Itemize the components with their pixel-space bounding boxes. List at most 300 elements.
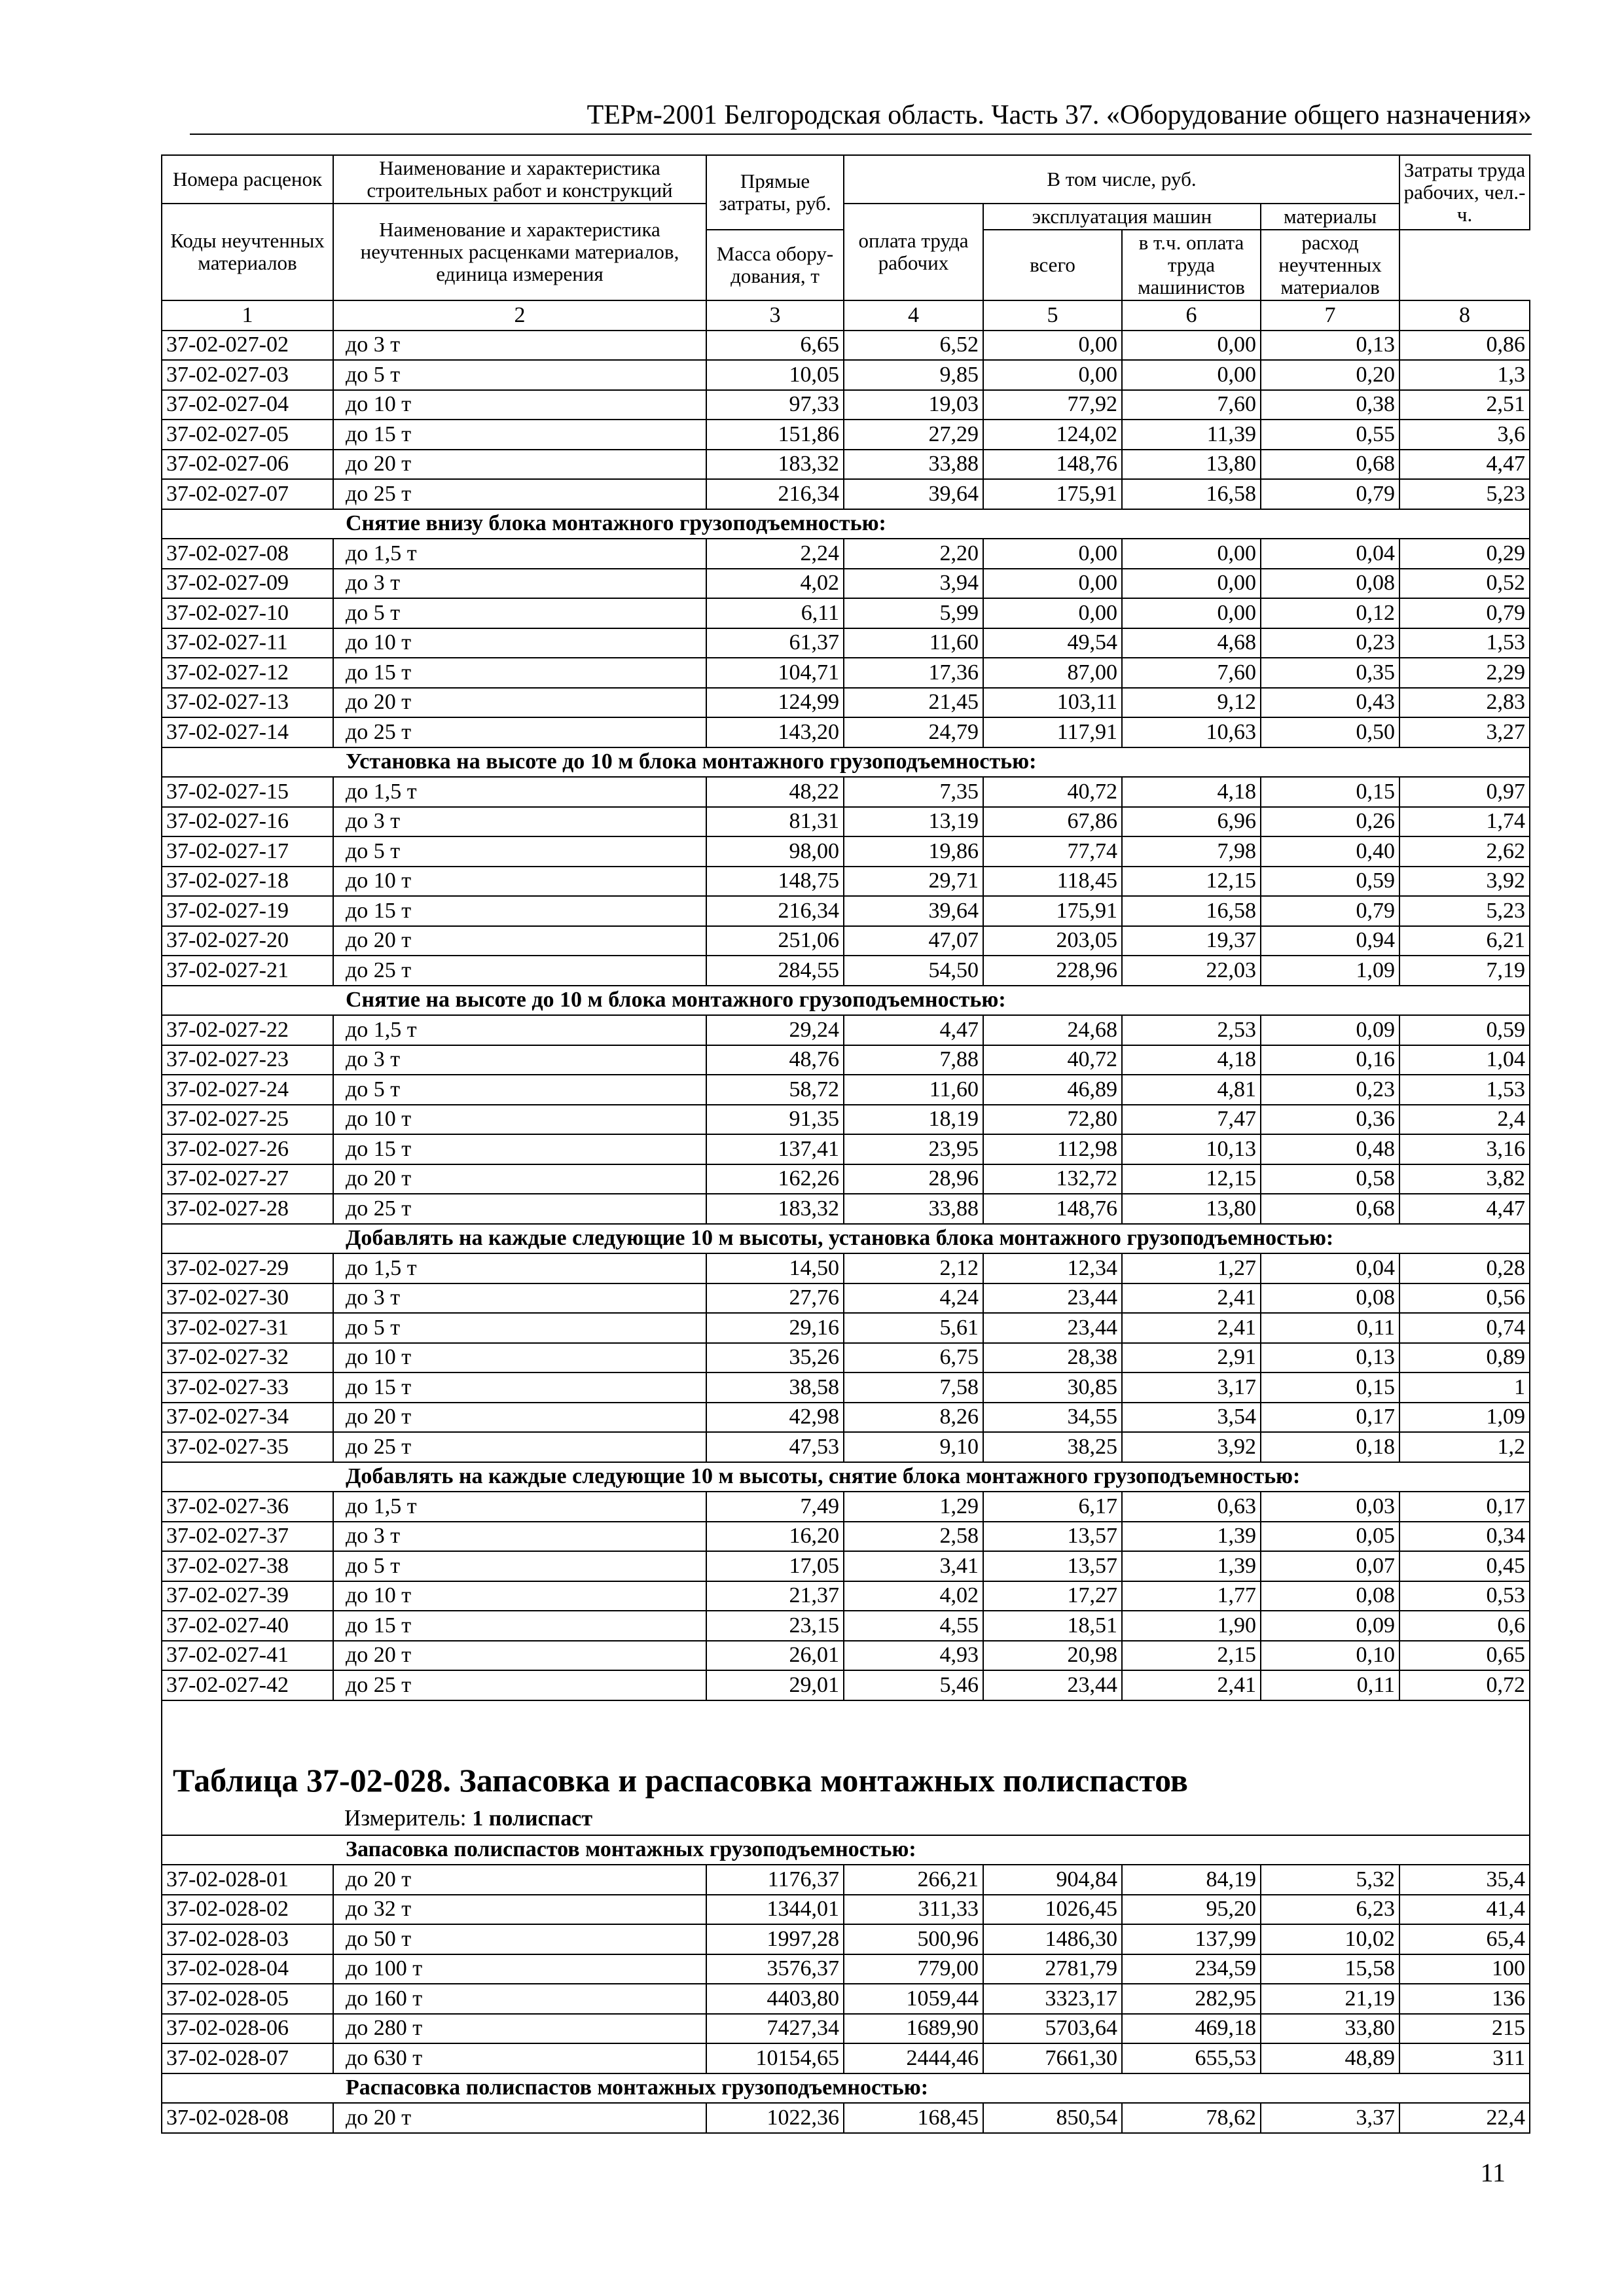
table2-title-cell	[162, 1757, 1530, 1803]
col-number: 4	[844, 300, 983, 331]
machines-total-cell: 228,96	[983, 956, 1122, 986]
direct-costs-cell: 183,32	[706, 1194, 844, 1224]
measure-cell	[162, 1803, 1530, 1835]
rate-code-cell: 37-02-027-15	[162, 777, 333, 807]
machines-total-cell: 24,68	[983, 1015, 1122, 1045]
materials-cell: 0,58	[1261, 1164, 1399, 1194]
rate-code-cell: 37-02-027-23	[162, 1045, 333, 1075]
materials-cell: 0,09	[1261, 1015, 1399, 1045]
table-row	[162, 1164, 1530, 1194]
rate-code-cell: 37-02-027-33	[162, 1372, 333, 1403]
work-name-cell: до 280 т	[333, 2014, 706, 2044]
machines-total-cell: 0,00	[983, 331, 1122, 361]
running-header: ТЕРм-2001 Белгородская область. Часть 37. «Оборудование общего назначения»	[190, 97, 1532, 135]
materials-cell: 0,35	[1261, 658, 1399, 688]
table-row	[162, 836, 1530, 867]
work-name-cell: до 20 т	[333, 926, 706, 956]
materials-cell: 0,79	[1261, 479, 1399, 509]
labor-pay-cell: 33,88	[844, 450, 983, 480]
direct-costs-cell: 1344,01	[706, 1895, 844, 1925]
work-name-cell: до 20 т	[333, 1641, 706, 1671]
col-number: 5	[983, 300, 1122, 331]
work-name-cell: до 10 т	[333, 390, 706, 420]
machines-total-cell: 1486,30	[983, 1924, 1122, 1954]
table-row	[162, 569, 1530, 599]
labor-pay-cell: 7,88	[844, 1045, 983, 1075]
direct-costs-cell: 14,50	[706, 1253, 844, 1283]
header-equipment-mass: Масса обору-дования, т	[706, 230, 844, 300]
materials-cell: 0,10	[1261, 1641, 1399, 1671]
section-heading: Добавлять на каждые следующие 10 м высоты, снятие блока монтажного грузоподъемностью:	[162, 1462, 1530, 1492]
col-number: 1	[162, 300, 333, 331]
gap-cell	[162, 1700, 1530, 1757]
labor-pay-cell: 28,96	[844, 1164, 983, 1194]
labor-costs-cell: 1,04	[1399, 1045, 1530, 1075]
table-row	[162, 1954, 1530, 1984]
labor-costs-cell: 0,56	[1399, 1283, 1530, 1314]
labor-pay-cell: 2,12	[844, 1253, 983, 1283]
direct-costs-cell: 27,76	[706, 1283, 844, 1314]
measure-row	[162, 1803, 1530, 1835]
rate-code-cell: 37-02-028-06	[162, 2014, 333, 2044]
rate-code-cell: 37-02-027-12	[162, 658, 333, 688]
rate-code-cell: 37-02-027-19	[162, 896, 333, 926]
labor-costs-cell: 22,4	[1399, 2103, 1530, 2133]
rate-code-cell: 37-02-027-03	[162, 360, 333, 390]
rate-code-cell: 37-02-028-05	[162, 1984, 333, 2014]
machinist-pay-cell: 95,20	[1122, 1895, 1261, 1925]
machines-total-cell: 23,44	[983, 1670, 1122, 1700]
table-row	[162, 1313, 1530, 1343]
work-name-cell: до 15 т	[333, 1134, 706, 1164]
table-row	[162, 1611, 1530, 1641]
machines-total-cell: 12,34	[983, 1253, 1122, 1283]
work-name-cell: до 20 т	[333, 1865, 706, 1895]
direct-costs-cell: 251,06	[706, 926, 844, 956]
labor-costs-cell: 6,21	[1399, 926, 1530, 956]
materials-cell: 0,59	[1261, 867, 1399, 897]
labor-costs-cell: 65,4	[1399, 1924, 1530, 1954]
labor-costs-cell: 2,29	[1399, 658, 1530, 688]
rate-code-cell: 37-02-027-06	[162, 450, 333, 480]
labor-costs-cell: 5,23	[1399, 479, 1530, 509]
materials-cell: 0,68	[1261, 450, 1399, 480]
direct-costs-cell: 42,98	[706, 1403, 844, 1433]
rate-code-cell: 37-02-027-41	[162, 1641, 333, 1671]
materials-cell: 0,04	[1261, 539, 1399, 569]
header-rate-numbers: Номера расценок	[162, 155, 333, 204]
labor-costs-cell: 0,28	[1399, 1253, 1530, 1283]
rate-code-cell: 37-02-027-28	[162, 1194, 333, 1224]
work-name-cell: до 20 т	[333, 2103, 706, 2133]
labor-pay-cell: 19,03	[844, 390, 983, 420]
header-work-name: Наименование и характеристика строительных работ и конструкций	[333, 155, 706, 204]
labor-pay-cell: 4,02	[844, 1581, 983, 1611]
work-name-cell: до 10 т	[333, 1105, 706, 1135]
section-row	[162, 1224, 1530, 1254]
header-direct-costs: Прямые затраты, руб.	[706, 155, 844, 230]
materials-cell: 0,11	[1261, 1670, 1399, 1700]
labor-pay-cell: 27,29	[844, 420, 983, 450]
work-name-cell: до 1,5 т	[333, 777, 706, 807]
labor-pay-cell: 5,61	[844, 1313, 983, 1343]
col-number: 8	[1399, 300, 1530, 331]
work-name-cell: до 5 т	[333, 836, 706, 867]
table-row	[162, 1432, 1530, 1462]
direct-costs-cell: 26,01	[706, 1641, 844, 1671]
machinist-pay-cell: 655,53	[1122, 2043, 1261, 2073]
header-labor-costs: Затраты труда рабочих, чел.-ч.	[1399, 155, 1530, 230]
machinist-pay-cell: 2,41	[1122, 1283, 1261, 1314]
materials-cell: 33,80	[1261, 2014, 1399, 2044]
table-row	[162, 1194, 1530, 1224]
work-name-cell: до 25 т	[333, 1670, 706, 1700]
table-row	[162, 1581, 1530, 1611]
labor-pay-cell: 9,85	[844, 360, 983, 390]
materials-cell: 48,89	[1261, 2043, 1399, 2073]
direct-costs-cell: 124,99	[706, 688, 844, 718]
work-name-cell: до 20 т	[333, 1164, 706, 1194]
table-row	[162, 450, 1530, 480]
section-heading: Снятие внизу блока монтажного грузоподъемностью:	[162, 509, 1530, 539]
work-name-cell: до 25 т	[333, 1194, 706, 1224]
rate-code-cell: 37-02-028-02	[162, 1895, 333, 1925]
work-name-cell: до 32 т	[333, 1895, 706, 1925]
table-row	[162, 896, 1530, 926]
table-row	[162, 1522, 1530, 1552]
rate-code-cell: 37-02-028-08	[162, 2103, 333, 2133]
materials-cell: 0,20	[1261, 360, 1399, 390]
machines-total-cell: 0,00	[983, 360, 1122, 390]
materials-cell: 0,15	[1261, 1372, 1399, 1403]
rate-code-cell: 37-02-027-26	[162, 1134, 333, 1164]
materials-cell: 0,26	[1261, 807, 1399, 837]
materials-cell: 0,68	[1261, 1194, 1399, 1224]
machinist-pay-cell: 1,39	[1122, 1551, 1261, 1581]
direct-costs-cell: 143,20	[706, 717, 844, 747]
machines-total-cell: 46,89	[983, 1075, 1122, 1105]
labor-pay-cell: 8,26	[844, 1403, 983, 1433]
labor-costs-cell: 100	[1399, 1954, 1530, 1984]
direct-costs-cell: 183,32	[706, 450, 844, 480]
labor-costs-cell: 311	[1399, 2043, 1530, 2073]
labor-pay-cell: 2,20	[844, 539, 983, 569]
section-heading: Добавлять на каждые следующие 10 м высоты, установка блока монтажного грузоподъемностью:	[162, 1224, 1530, 1254]
machinist-pay-cell: 4,18	[1122, 1045, 1261, 1075]
materials-cell: 0,03	[1261, 1492, 1399, 1522]
materials-cell: 3,37	[1261, 2103, 1399, 2133]
rate-code-cell: 37-02-027-14	[162, 717, 333, 747]
materials-cell: 0,43	[1261, 688, 1399, 718]
work-name-cell: до 15 т	[333, 658, 706, 688]
table-row	[162, 807, 1530, 837]
labor-costs-cell: 2,83	[1399, 688, 1530, 718]
machinist-pay-cell: 3,17	[1122, 1372, 1261, 1403]
rate-code-cell: 37-02-027-31	[162, 1313, 333, 1343]
machinist-pay-cell: 0,00	[1122, 331, 1261, 361]
labor-pay-cell: 17,36	[844, 658, 983, 688]
materials-cell: 0,08	[1261, 1283, 1399, 1314]
machines-total-cell: 203,05	[983, 926, 1122, 956]
work-name-cell: до 3 т	[333, 1045, 706, 1075]
direct-costs-cell: 29,16	[706, 1313, 844, 1343]
machines-total-cell: 6,17	[983, 1492, 1122, 1522]
machinist-pay-cell: 0,00	[1122, 360, 1261, 390]
section-heading: Снятие на высоте до 10 м блока монтажного грузоподъемностью:	[162, 986, 1530, 1016]
direct-costs-cell: 3576,37	[706, 1954, 844, 1984]
labor-pay-cell: 23,95	[844, 1134, 983, 1164]
machines-total-cell: 77,74	[983, 836, 1122, 867]
machinist-pay-cell: 2,53	[1122, 1015, 1261, 1045]
labor-costs-cell: 1,53	[1399, 1075, 1530, 1105]
materials-cell: 0,40	[1261, 836, 1399, 867]
materials-cell: 0,38	[1261, 390, 1399, 420]
rate-code-cell: 37-02-027-37	[162, 1522, 333, 1552]
machines-total-cell: 132,72	[983, 1164, 1122, 1194]
rate-code-cell: 37-02-027-36	[162, 1492, 333, 1522]
machines-total-cell: 117,91	[983, 717, 1122, 747]
table-row	[162, 420, 1530, 450]
table-row	[162, 1895, 1530, 1925]
labor-costs-cell: 0,6	[1399, 1611, 1530, 1641]
machines-total-cell: 148,76	[983, 1194, 1122, 1224]
labor-costs-cell: 0,53	[1399, 1581, 1530, 1611]
rate-code-cell: 37-02-027-25	[162, 1105, 333, 1135]
machinist-pay-cell: 12,15	[1122, 867, 1261, 897]
direct-costs-cell: 4,02	[706, 569, 844, 599]
labor-costs-cell: 3,16	[1399, 1134, 1530, 1164]
machinist-pay-cell: 2,41	[1122, 1670, 1261, 1700]
labor-pay-cell: 39,64	[844, 479, 983, 509]
labor-costs-cell: 0,65	[1399, 1641, 1530, 1671]
machines-total-cell: 13,57	[983, 1522, 1122, 1552]
work-name-cell: до 25 т	[333, 717, 706, 747]
labor-pay-cell: 7,58	[844, 1372, 983, 1403]
machinist-pay-cell: 78,62	[1122, 2103, 1261, 2133]
section-row	[162, 509, 1530, 539]
rate-code-cell: 37-02-028-07	[162, 2043, 333, 2073]
labor-pay-cell: 311,33	[844, 1895, 983, 1925]
work-name-cell: до 10 т	[333, 867, 706, 897]
labor-costs-cell: 4,47	[1399, 1194, 1530, 1224]
table-row	[162, 867, 1530, 897]
machines-total-cell: 0,00	[983, 539, 1122, 569]
machinist-pay-cell: 234,59	[1122, 1954, 1261, 1984]
direct-costs-cell: 6,11	[706, 598, 844, 628]
section-row	[162, 986, 1530, 1016]
machinist-pay-cell: 0,00	[1122, 539, 1261, 569]
work-name-cell: до 3 т	[333, 1283, 706, 1314]
machines-total-cell: 112,98	[983, 1134, 1122, 1164]
machines-total-cell: 2781,79	[983, 1954, 1122, 1984]
machines-total-cell: 13,57	[983, 1551, 1122, 1581]
table-row	[162, 1075, 1530, 1105]
table-row	[162, 1670, 1530, 1700]
machinist-pay-cell: 12,15	[1122, 1164, 1261, 1194]
table-row	[162, 1343, 1530, 1373]
materials-cell: 21,19	[1261, 1984, 1399, 2014]
direct-costs-cell: 29,24	[706, 1015, 844, 1045]
header-materials-consumption: расход неучтенных материалов	[1261, 230, 1399, 300]
rate-code-cell: 37-02-027-29	[162, 1253, 333, 1283]
machines-total-cell: 28,38	[983, 1343, 1122, 1373]
machinist-pay-cell: 4,68	[1122, 628, 1261, 658]
direct-costs-cell: 284,55	[706, 956, 844, 986]
machines-total-cell: 72,80	[983, 1105, 1122, 1135]
rate-code-cell: 37-02-027-18	[162, 867, 333, 897]
machines-total-cell: 30,85	[983, 1372, 1122, 1403]
labor-costs-cell: 7,19	[1399, 956, 1530, 986]
table-row	[162, 1865, 1530, 1895]
machinist-pay-cell: 1,39	[1122, 1522, 1261, 1552]
machinist-pay-cell: 6,96	[1122, 807, 1261, 837]
table-row	[162, 1403, 1530, 1433]
machines-total-cell: 23,44	[983, 1313, 1122, 1343]
rate-code-cell: 37-02-027-34	[162, 1403, 333, 1433]
table-row	[162, 1372, 1530, 1403]
labor-pay-cell: 19,86	[844, 836, 983, 867]
col-number: 7	[1261, 300, 1399, 331]
labor-costs-cell: 1	[1399, 1372, 1530, 1403]
materials-cell: 6,23	[1261, 1895, 1399, 1925]
labor-costs-cell: 2,62	[1399, 836, 1530, 867]
work-name-cell: до 1,5 т	[333, 1015, 706, 1045]
machines-total-cell: 20,98	[983, 1641, 1122, 1671]
direct-costs-cell: 6,65	[706, 331, 844, 361]
machinist-pay-cell: 2,15	[1122, 1641, 1261, 1671]
work-name-cell: до 15 т	[333, 1611, 706, 1641]
materials-cell: 15,58	[1261, 1954, 1399, 1984]
machines-total-cell: 77,92	[983, 390, 1122, 420]
work-name-cell: до 25 т	[333, 479, 706, 509]
machinist-pay-cell: 7,60	[1122, 390, 1261, 420]
work-name-cell: до 10 т	[333, 1343, 706, 1373]
machinist-pay-cell: 7,98	[1122, 836, 1261, 867]
table-row	[162, 1641, 1530, 1671]
table-row	[162, 1924, 1530, 1954]
header-material-names: Наименование и характеристика неучтенных расценками материалов, единица измерения	[333, 204, 706, 300]
machinist-pay-cell: 469,18	[1122, 2014, 1261, 2044]
machinist-pay-cell: 0,00	[1122, 598, 1261, 628]
rate-code-cell: 37-02-027-08	[162, 539, 333, 569]
labor-pay-cell: 4,24	[844, 1283, 983, 1314]
labor-costs-cell: 4,47	[1399, 450, 1530, 480]
table-row	[162, 331, 1530, 361]
direct-costs-cell: 47,53	[706, 1432, 844, 1462]
table-row	[162, 479, 1530, 509]
section-heading: Распасовка полиспастов монтажных грузоподъемностью:	[162, 2073, 1530, 2104]
measure-value: 1 полиспаст	[472, 1806, 593, 1831]
machinist-pay-cell: 7,60	[1122, 658, 1261, 688]
direct-costs-cell: 10154,65	[706, 2043, 844, 2073]
work-name-cell: до 20 т	[333, 688, 706, 718]
labor-costs-cell: 3,27	[1399, 717, 1530, 747]
labor-costs-cell: 0,86	[1399, 331, 1530, 361]
machines-total-cell: 124,02	[983, 420, 1122, 450]
work-name-cell: до 630 т	[333, 2043, 706, 2073]
direct-costs-cell: 81,31	[706, 807, 844, 837]
direct-costs-cell: 1176,37	[706, 1865, 844, 1895]
labor-pay-cell: 9,10	[844, 1432, 983, 1462]
labor-costs-cell: 215	[1399, 2014, 1530, 2044]
direct-costs-cell: 48,76	[706, 1045, 844, 1075]
labor-pay-cell: 33,88	[844, 1194, 983, 1224]
labor-costs-cell: 0,52	[1399, 569, 1530, 599]
labor-costs-cell: 136	[1399, 1984, 1530, 2014]
machines-total-cell: 175,91	[983, 896, 1122, 926]
materials-cell: 0,08	[1261, 1581, 1399, 1611]
col-number: 2	[333, 300, 706, 331]
labor-costs-cell: 3,6	[1399, 420, 1530, 450]
machines-total-cell: 23,44	[983, 1283, 1122, 1314]
direct-costs-cell: 48,22	[706, 777, 844, 807]
work-name-cell: до 160 т	[333, 1984, 706, 2014]
labor-pay-cell: 24,79	[844, 717, 983, 747]
work-name-cell: до 50 т	[333, 1924, 706, 1954]
work-name-cell: до 3 т	[333, 807, 706, 837]
materials-cell: 0,50	[1261, 717, 1399, 747]
labor-costs-cell: 2,4	[1399, 1105, 1530, 1135]
labor-costs-cell: 0,72	[1399, 1670, 1530, 1700]
labor-costs-cell: 0,97	[1399, 777, 1530, 807]
table-row	[162, 1551, 1530, 1581]
labor-pay-cell: 168,45	[844, 2103, 983, 2133]
direct-costs-cell: 10,05	[706, 360, 844, 390]
section-row	[162, 1462, 1530, 1492]
machinist-pay-cell: 0,00	[1122, 569, 1261, 599]
table-row	[162, 1045, 1530, 1075]
machines-total-cell: 5703,64	[983, 2014, 1122, 2044]
table-row	[162, 1492, 1530, 1522]
direct-costs-cell: 2,24	[706, 539, 844, 569]
machinist-pay-cell: 16,58	[1122, 479, 1261, 509]
labor-pay-cell: 18,19	[844, 1105, 983, 1135]
table-row	[162, 390, 1530, 420]
table-row	[162, 2014, 1530, 2044]
direct-costs-cell: 35,26	[706, 1343, 844, 1373]
work-name-cell: до 1,5 т	[333, 1492, 706, 1522]
table-row	[162, 1984, 1530, 2014]
labor-costs-cell: 0,45	[1399, 1551, 1530, 1581]
labor-costs-cell: 0,17	[1399, 1492, 1530, 1522]
machines-total-cell: 67,86	[983, 807, 1122, 837]
work-name-cell: до 5 т	[333, 1313, 706, 1343]
labor-pay-cell: 2444,46	[844, 2043, 983, 2073]
machinist-pay-cell: 137,99	[1122, 1924, 1261, 1954]
rate-code-cell: 37-02-028-01	[162, 1865, 333, 1895]
col-number: 6	[1122, 300, 1261, 331]
table-row	[162, 658, 1530, 688]
materials-cell: 0,23	[1261, 628, 1399, 658]
materials-cell: 0,12	[1261, 598, 1399, 628]
work-name-cell: до 25 т	[333, 956, 706, 986]
rate-code-cell: 37-02-027-39	[162, 1581, 333, 1611]
table2-title-row	[162, 1757, 1530, 1803]
materials-cell: 0,05	[1261, 1522, 1399, 1552]
materials-cell: 0,79	[1261, 896, 1399, 926]
materials-cell: 0,36	[1261, 1105, 1399, 1135]
work-name-cell: до 15 т	[333, 896, 706, 926]
labor-pay-cell: 7,35	[844, 777, 983, 807]
labor-costs-cell: 1,53	[1399, 628, 1530, 658]
labor-pay-cell: 21,45	[844, 688, 983, 718]
labor-costs-cell: 1,3	[1399, 360, 1530, 390]
direct-costs-cell: 98,00	[706, 836, 844, 867]
rate-code-cell: 37-02-027-13	[162, 688, 333, 718]
header-materials: материалы	[1261, 204, 1399, 230]
rates-table	[161, 154, 1530, 2134]
work-name-cell: до 3 т	[333, 569, 706, 599]
